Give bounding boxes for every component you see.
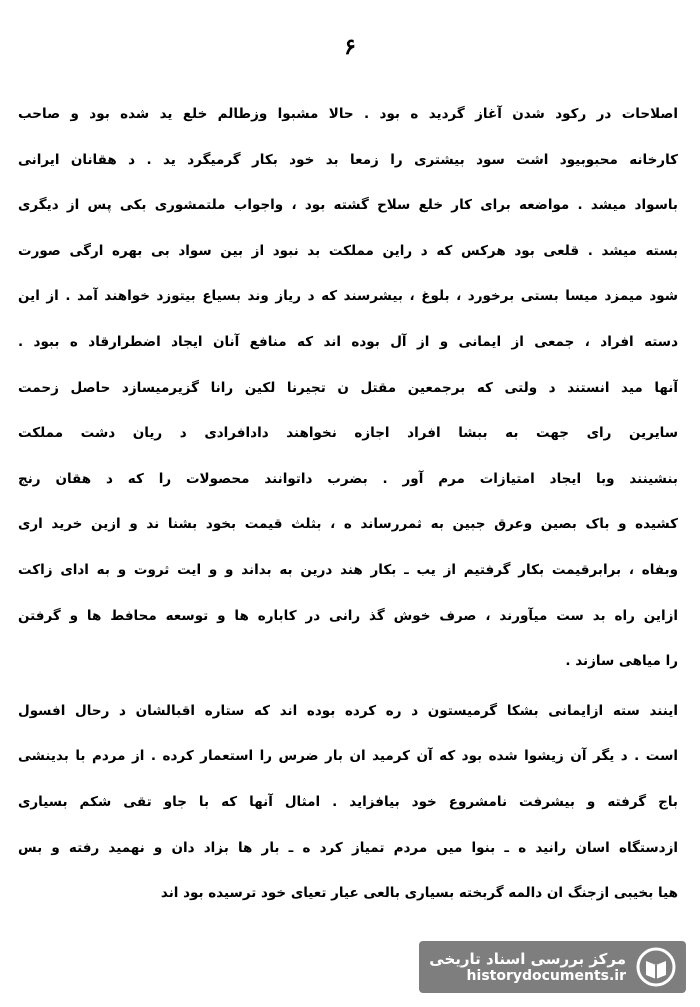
watermark-url: historydocuments.ir bbox=[466, 968, 626, 984]
text-line: باج گرفته و بیشرفت نامشروع خود بیافزاید . امثال آنها که با جاو تقی شکم بسیاری bbox=[18, 793, 678, 810]
body-text bbox=[18, 92, 678, 917]
text-line: آنها مید انستند د ولتی که برجمعین مقتل ن تجیرنا لکین رانا گزیرمیسازد حاصل زحمت bbox=[18, 379, 678, 396]
text-line: بسته میشد . قلعی بود هرکس که د راین مملکت بد نبود از بین سواد بی بهره ارگی صورت bbox=[18, 242, 678, 259]
text-line: شود میمزد میسا بستی برخورد ، بلوغ ، بیشرسند که د ریاز وند بسیاع بیتوزد خواهند آمد . از این bbox=[18, 288, 678, 305]
text-line: اینند سته ازایمانی بشکا گرمیستون د ره کرده بوده اند که ستاره اقبالشان د رحال افسول bbox=[18, 702, 678, 719]
text-line: باسواد میشد . مواضعه برای کار خلع سلاح گشته بود ، واجواب ملتمشوری بکی پس از دیگری bbox=[18, 197, 678, 214]
page-number: ۶ bbox=[344, 34, 356, 60]
text-line: را میاهی سازند . bbox=[565, 653, 678, 670]
text-line: بنشینند وبا ایجاد امتیازات مرم آور . بضرب داتوانند محصولات را که د هقان رنج bbox=[18, 470, 678, 487]
watermark bbox=[419, 941, 686, 993]
text-line: اصلاحات در رکود شدن آغاز گردید ه بود . حالا مشبوا وزطالم خلع ید شده بود و صاحب bbox=[18, 106, 678, 122]
watermark-text bbox=[429, 950, 626, 984]
text-line: هیا بخیبی ازجنگ ان دالمه گربخته بسیاری بالعی عیار تعیای خود ترسیده بود اند bbox=[160, 885, 678, 902]
text-line: ازاین راه بد ست میآورند ، صرف خوش گذ رانی در کاباره ها و توسعه محافط ها و گرفتن bbox=[18, 607, 678, 624]
book-logo-icon bbox=[636, 947, 676, 987]
text-line: سایرین رای جهت به ببشا افراد اجازه نخواهند دادافرادی د ریان دشت مملکت bbox=[18, 425, 678, 442]
watermark-title: مرکز بررسی اسناد تاریخی bbox=[429, 950, 626, 968]
text-line: وبفاه ، برابرقیمت بکار گرفتیم از یب ـ بکار هند درین به بداند و و ایت ثروت و به ادای زاکت bbox=[18, 561, 678, 578]
text-line: دسته افراد ، جمعی از ایمانی و از آل بوده اند که منافع آنان ایجاد اضطرارقاد ه ببود . bbox=[18, 333, 678, 350]
text-line: ازدستگاه اسان رانید ه ـ بنوا میں مردم تمیاز کرد ه ـ بار ها بزاد دان و نهمید رفته و بس bbox=[18, 839, 678, 856]
text-line: کارخانه محبوبیود اشت سود بیشتری را زمعا بد خود بکار گرمیگرد ید . د هقانان ایرانی bbox=[18, 151, 678, 168]
text-line: است . د یگر آن زیشوا شده بود که آن کرمید ان بار ضرس را استعمار کرده . از مردم با بدینشی bbox=[18, 748, 678, 765]
text-line: کشیده و باک بصین وعرق جبین به ثمررساند ه ، بثلث قیمت بخود بشنا ند و ازین خرید اری bbox=[18, 516, 678, 533]
